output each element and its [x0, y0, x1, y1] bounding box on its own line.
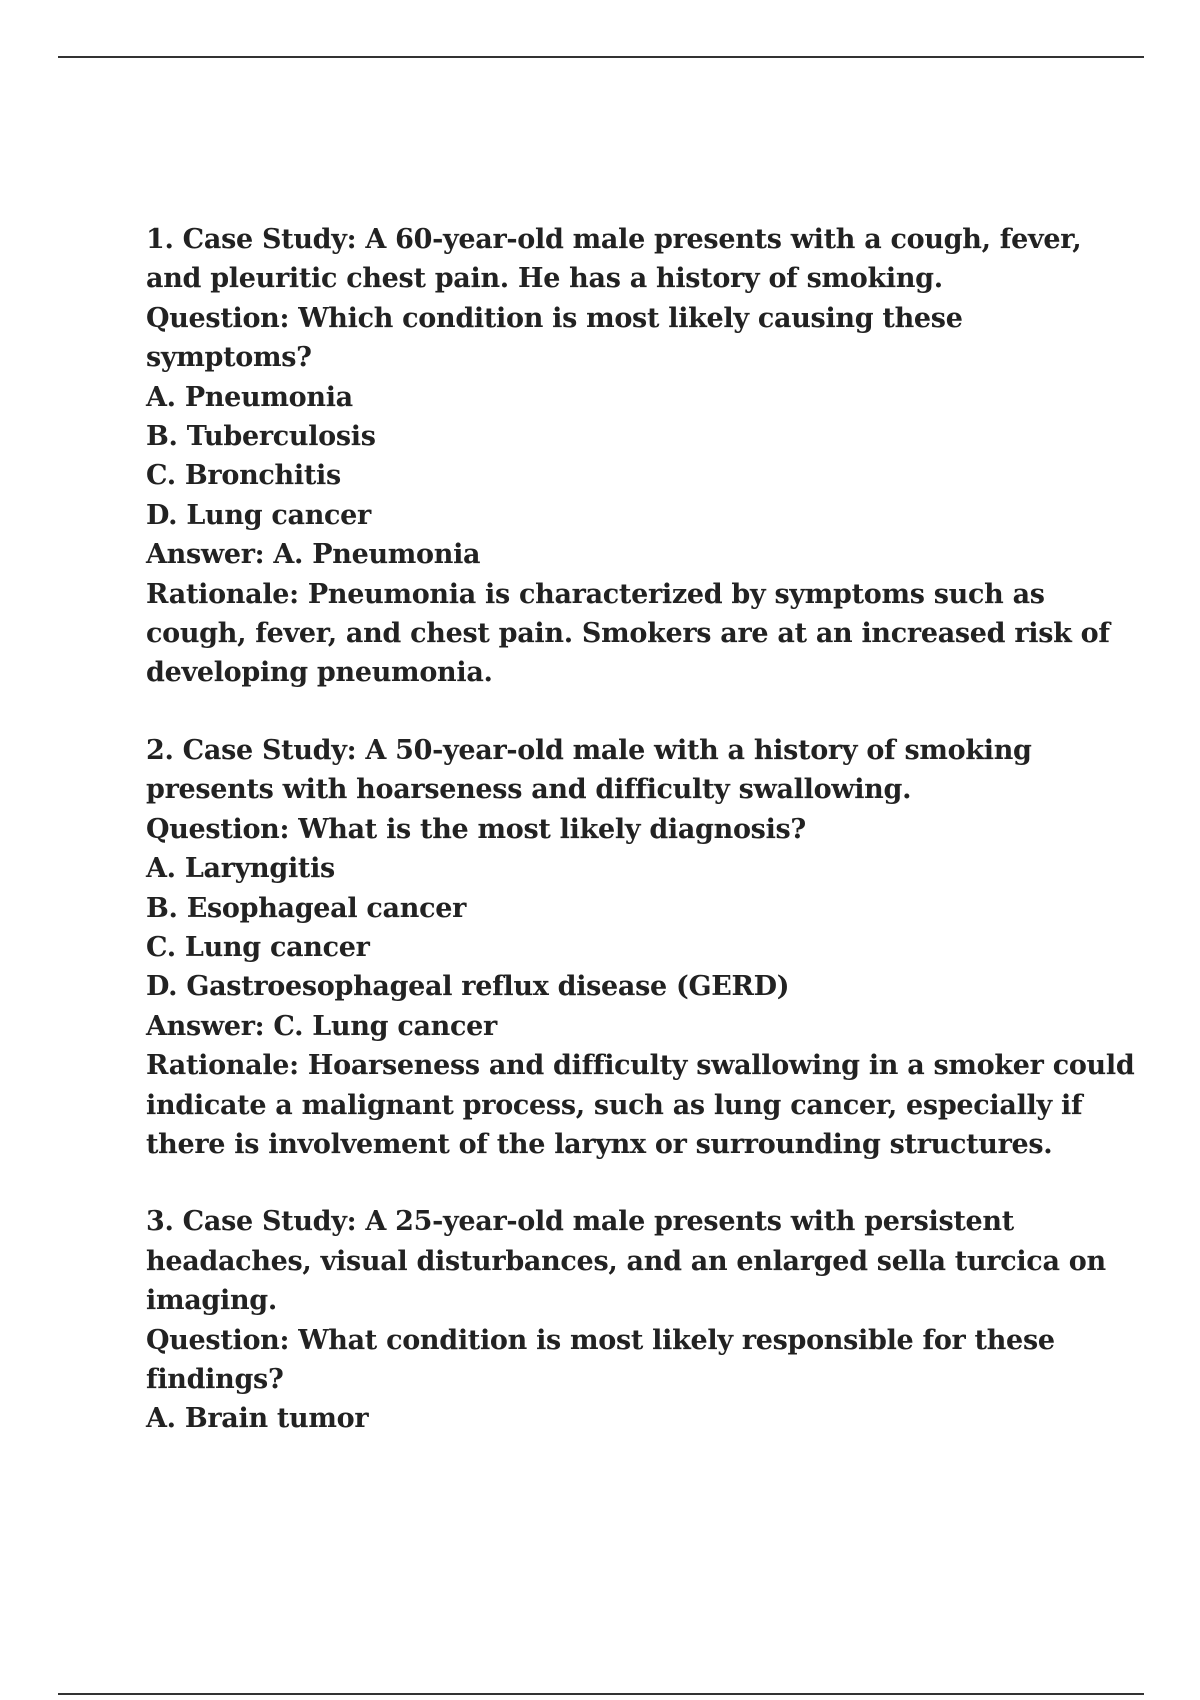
answer-text: Answer: C. Lung cancer	[146, 1010, 497, 1042]
rationale-text: Rationale: Hoarseness and difficulty swallowing in a smoker could	[146, 1050, 1135, 1082]
case-study-text: 1. Case Study: A 60-year-old male presents with a cough, fever,	[146, 224, 1082, 255]
rationale-text: indicate a malignant process, such as lung cancer, especially if	[146, 1089, 1083, 1121]
option-a: A. Brain tumor	[146, 1403, 369, 1435]
option-b: B. Tuberculosis	[146, 421, 376, 453]
question-text: Question: What is the most likely diagnosis?	[146, 813, 806, 845]
rationale-text: there is involvement of the larynx or surrounding structures.	[146, 1128, 1053, 1160]
case-study-text: presents with hoarseness and difficulty swallowing.	[146, 774, 912, 806]
answer-text: Answer: A. Pneumonia	[146, 539, 481, 571]
option-d: D. Gastroesophageal reflux disease (GERD)	[146, 971, 790, 1003]
case-study-text: 2. Case Study: A 50-year-old male with a history of smoking	[146, 734, 1032, 766]
section-spacer	[146, 693, 1106, 731]
question-block-2	[146, 731, 1135, 1164]
question-block-1	[146, 220, 1110, 693]
footer-rule	[58, 1693, 1144, 1695]
case-study-text: headaches, visual disturbances, and an enlarged sella turcica on	[146, 1245, 1106, 1277]
option-c: C. Bronchitis	[146, 460, 341, 492]
document-body	[146, 220, 1135, 1439]
rationale-text: Rationale: Pneumonia is characterized by symptoms such as	[146, 578, 1045, 610]
rationale-text: developing pneumonia.	[146, 657, 493, 689]
question-text: Question: Which condition is most likely causing these	[146, 302, 963, 334]
question-text: symptoms?	[146, 342, 312, 374]
rationale-text: cough, fever, and chest pain. Smokers are at an increased risk of	[146, 618, 1110, 650]
option-a: A. Laryngitis	[146, 853, 335, 885]
option-a: A. Pneumonia	[146, 381, 353, 413]
case-study-text: and pleuritic chest pain. He has a history of smoking.	[146, 263, 943, 295]
case-study-text: 3. Case Study: A 25-year-old male presents with persistent	[146, 1206, 1014, 1238]
case-study-text: imaging.	[146, 1285, 277, 1317]
option-d: D. Lung cancer	[146, 499, 371, 531]
header-rule	[58, 56, 1144, 58]
question-block-3	[146, 1202, 1106, 1438]
section-spacer	[146, 1164, 1106, 1202]
option-b: B. Esophageal cancer	[146, 892, 467, 924]
option-c: C. Lung cancer	[146, 931, 370, 963]
question-text: findings?	[146, 1363, 284, 1395]
question-text: Question: What condition is most likely responsible for these	[146, 1324, 1055, 1356]
